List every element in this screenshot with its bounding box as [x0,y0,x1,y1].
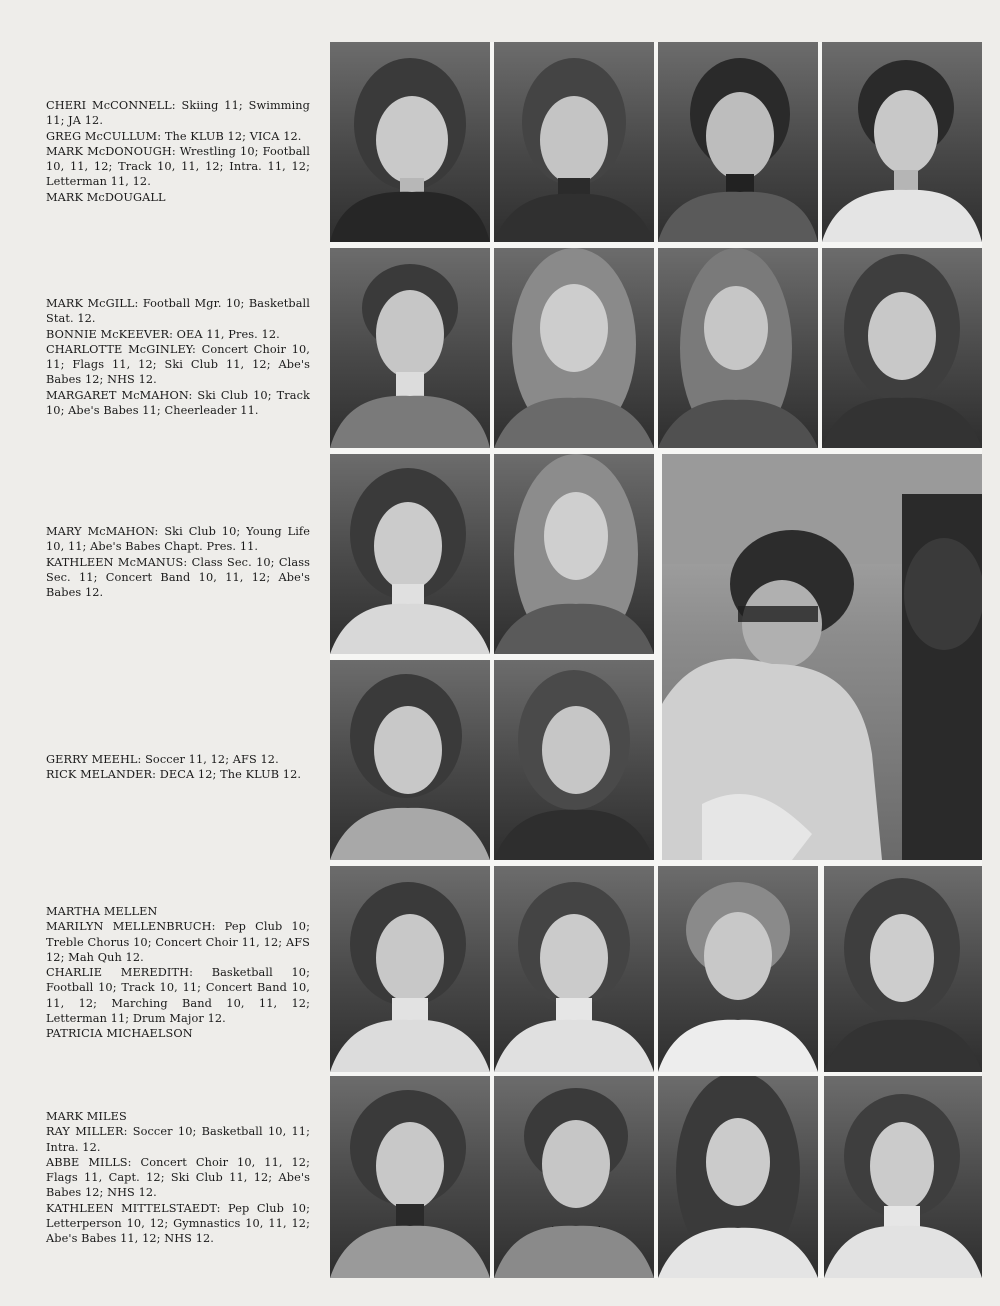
portrait-silhouette [494,454,654,654]
caption-entry: KATHLEEN MITTELSTAEDT: Pep Club 10; Letterperson 10, 12; Gymnastics 10, 11, 12; Abe's Babes 11, 12; NHS 12. [46,1201,310,1246]
portrait-photo [494,660,654,860]
portrait-silhouette [330,454,490,654]
caption-group-3 [46,524,310,600]
caption-entry: MARGARET McMAHON: Ski Club 10; Track 10; Abe's Babes 11; Cheerleader 11. [46,388,310,418]
caption-entry: PATRICIA MICHAELSON [46,1027,193,1041]
caption-entry: RICK MELANDER: DECA 12; The KLUB 12. [46,768,302,782]
caption-entry: MARILYN MELLENBRUCH: Pep Club 10; Treble Chorus 10; Concert Choir 11, 12; AFS 12; Mah Quh 12. [46,920,310,964]
portrait-silhouette [330,660,490,860]
portrait-silhouette [824,866,982,1072]
portrait-silhouette [658,1076,818,1278]
caption-entry: CHARLIE MEREDITH: Basketball 10; Football 10; Track 10, 11; Concert Band 10, 11, 12; Marching Band 10, 11, 12; Letterman 11; Drum Major 12. [46,966,310,1026]
caption-entry: GERRY MEEHL: Soccer 11, 12; AFS 12. [46,753,279,766]
portrait-silhouette [658,248,818,448]
caption-group-1 [46,98,310,205]
caption-entry: MARTHA MELLEN [46,905,158,918]
caption-entry: MARY McMAHON: Ski Club 10; Young Life 10, 11; Abe's Babes Chapt. Pres. 11. [46,525,310,554]
caption-group-2 [46,296,310,418]
caption-entry: BONNIE McKEEVER: OEA 11, Pres. 12. [46,327,280,341]
portrait-silhouette [494,660,654,860]
caption-group-6 [46,1109,310,1247]
portrait-photo [658,866,818,1072]
portrait-photo [494,248,654,448]
portrait-silhouette [822,248,982,448]
portrait-photo [658,248,818,448]
portrait-silhouette [494,1076,654,1278]
portrait-photo [658,42,818,242]
portrait-photo [330,454,490,654]
portrait-photo [824,1076,982,1278]
portrait-silhouette [822,42,982,242]
caption-entry: ABBE MILLS: Concert Choir 10, 11, 12; Flags 11, Capt. 12; Ski Club 11, 12; Abe's Babes 12; NHS 12. [46,1155,310,1200]
portrait-photo [330,866,490,1072]
portrait-silhouette [330,866,490,1072]
portrait-silhouette [494,248,654,448]
caption-entry: GREG McCULLUM: The KLUB 12; VICA 12. [46,129,302,143]
caption-group-4 [46,752,310,783]
portrait-photo [330,42,490,242]
portrait-silhouette [494,866,654,1072]
portrait-silhouette [330,248,490,448]
caption-entry: CHERI McCONNELL: Skiing 11; Swimming 11; JA 12. [46,99,310,128]
caption-entry: KATHLEEN McMANUS: Class Sec. 10; Class Sec. 11; Concert Band 10, 11, 12; Abe's Babes 12. [46,555,310,600]
portrait-photo [494,1076,654,1278]
portrait-silhouette [824,1076,982,1278]
caption-entry: MARK McDOUGALL [46,190,166,204]
portrait-photo [494,454,654,654]
portrait-photo [330,660,490,860]
portrait-photo [494,866,654,1072]
portrait-photo [658,1076,818,1278]
caption-group-5 [46,904,310,1042]
portrait-silhouette [330,42,490,242]
portrait-silhouette [494,42,654,242]
portrait-photo [822,248,982,448]
portrait-silhouette [658,42,818,242]
portrait-photo [330,1076,490,1278]
caption-entry: MARK McGILL: Football Mgr. 10; Basketball Stat. 12. [46,297,310,326]
caption-entry: MARK McDONOUGH: Wrestling 10; Football 10, 11, 12; Track 10, 11, 12; Intra. 11, 12; Letterman 11, 12. [46,144,310,189]
portrait-silhouette [658,866,818,1072]
portrait-silhouette [330,1076,490,1278]
candid-scene [662,454,982,860]
portrait-photo [494,42,654,242]
portrait-photo [330,248,490,448]
portrait-photo [824,866,982,1072]
caption-entry: MARK MILES [46,1110,127,1123]
caption-entry: CHARLOTTE McGINLEY: Concert Choir 10, 11; Flags 11, 12; Ski Club 11, 12; Abe's Babes 12; NHS 12. [46,342,310,387]
caption-entry: RAY MILLER: Soccer 10; Basketball 10, 11; Intra. 12. [46,1125,310,1154]
candid-photo [662,454,982,860]
portrait-photo [822,42,982,242]
photo-grid [330,42,982,1278]
